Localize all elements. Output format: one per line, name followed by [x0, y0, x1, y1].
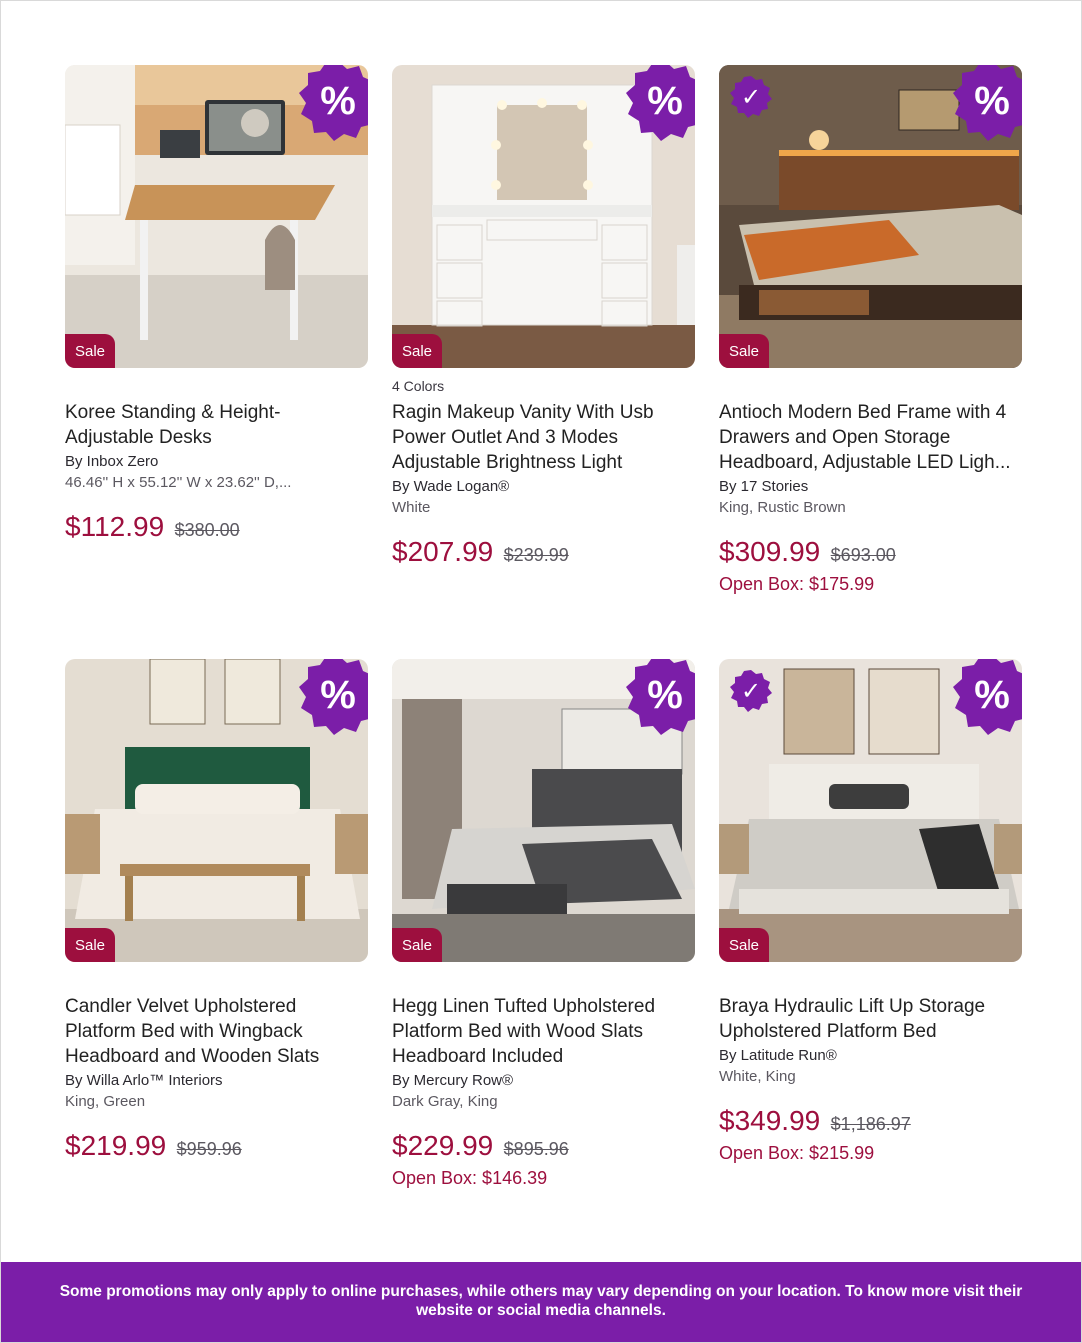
percent-icon: % — [974, 78, 1010, 123]
price-row — [392, 1130, 695, 1162]
sale-price: $219.99 — [65, 1130, 167, 1161]
original-price: $1,186.97 — [830, 1114, 911, 1134]
percent-icon: % — [320, 78, 356, 123]
product-variant: King, Green — [65, 1093, 146, 1110]
open-box-price[interactable]: Open Box: $175.99 — [719, 574, 875, 594]
product-card-vanity[interactable] — [392, 65, 695, 568]
promo-percent-badge[interactable] — [623, 659, 695, 737]
sale-price: $309.99 — [719, 536, 821, 567]
sale-price: $207.99 — [392, 536, 494, 567]
percent-icon: % — [647, 672, 683, 717]
sale-badge: Sale — [392, 334, 442, 368]
product-image[interactable] — [65, 659, 368, 962]
promo-percent-badge[interactable] — [950, 65, 1022, 143]
promo-percent-badge[interactable] — [296, 65, 368, 143]
sale-badge: Sale — [65, 928, 115, 962]
price-row — [65, 1130, 368, 1162]
sale-price: $349.99 — [719, 1105, 821, 1136]
open-box-price[interactable]: Open Box: $146.39 — [392, 1168, 548, 1188]
product-variant: 46.46'' H x 55.12'' W x 23.62'' D,... — [65, 474, 292, 491]
price-row — [65, 511, 368, 543]
promo-percent-badge[interactable] — [296, 659, 368, 737]
product-image[interactable] — [719, 65, 1022, 368]
product-variant: White, King — [719, 1068, 796, 1085]
percent-icon: % — [647, 78, 683, 123]
original-price: $895.96 — [503, 1139, 569, 1159]
original-price: $380.00 — [174, 520, 240, 540]
product-card-candler-bed[interactable] — [65, 659, 368, 1162]
product-variant: Dark Gray, King — [392, 1093, 498, 1110]
product-variant: White — [392, 499, 431, 516]
promo-percent-badge[interactable] — [950, 659, 1022, 737]
product-title[interactable]: Braya Hydraulic Lift Up Storage Upholstered Platform Bed — [719, 996, 986, 1042]
open-box-price[interactable]: Open Box: $215.99 — [719, 1143, 875, 1163]
product-brand[interactable]: By Mercury Row® — [392, 1072, 514, 1089]
product-title[interactable]: Antioch Modern Bed Frame with 4 Drawers and Open Storage Headboard, Adjustable LED Ligh... — [719, 402, 1011, 473]
color-count[interactable]: 4 Colors — [392, 378, 445, 394]
promo-disclaimer-banner: Some promotions may only apply to online purchases, while others may vary depending on your location. To know more visit their website or social media channels. — [1, 1262, 1081, 1342]
color-count — [65, 972, 368, 992]
product-card-braya-bed[interactable] — [719, 659, 1022, 1164]
sale-price: $229.99 — [392, 1130, 494, 1161]
color-count — [719, 972, 1022, 992]
product-brand[interactable]: By Latitude Run® — [719, 1047, 837, 1064]
product-card-antioch-bed[interactable] — [719, 65, 1022, 595]
sale-badge: Sale — [392, 928, 442, 962]
sale-price: $112.99 — [65, 511, 165, 542]
product-title[interactable]: Ragin Makeup Vanity With Usb Power Outlet And 3 Modes Adjustable Brightness Light — [392, 402, 654, 473]
product-card-hegg-bed[interactable] — [392, 659, 695, 1189]
percent-icon: % — [320, 672, 356, 717]
original-price: $693.00 — [830, 545, 896, 565]
check-icon: ✓ — [740, 83, 762, 111]
color-count — [392, 972, 695, 992]
color-count — [65, 378, 368, 398]
product-title[interactable]: Hegg Linen Tufted Upholstered Platform Bed with Wood Slats Headboard Included — [392, 996, 656, 1067]
product-card-desk[interactable] — [65, 65, 368, 543]
product-brand[interactable]: By Inbox Zero — [65, 453, 159, 470]
price-row — [719, 536, 1022, 568]
verified-badge — [729, 669, 773, 713]
check-icon: ✓ — [740, 677, 762, 705]
product-brand[interactable]: By Wade Logan® — [392, 478, 510, 495]
original-price: $239.99 — [503, 545, 569, 565]
price-row — [392, 536, 695, 568]
price-row — [719, 1105, 1022, 1137]
product-variant: King, Rustic Brown — [719, 499, 846, 516]
product-title[interactable]: Koree Standing & Height-Adjustable Desks — [65, 402, 281, 448]
color-count — [719, 378, 1022, 398]
product-brand[interactable]: By Willa Arlo™ Interiors — [65, 1072, 223, 1089]
product-image[interactable] — [392, 659, 695, 962]
product-image[interactable] — [65, 65, 368, 368]
sale-badge: Sale — [65, 334, 115, 368]
product-image[interactable] — [719, 659, 1022, 962]
product-title[interactable]: Candler Velvet Upholstered Platform Bed with Wingback Headboard and Wooden Slats — [65, 996, 320, 1067]
product-image[interactable] — [392, 65, 695, 368]
percent-icon: % — [974, 672, 1010, 717]
verified-badge — [729, 75, 773, 119]
original-price: $959.96 — [176, 1139, 242, 1159]
sale-badge: Sale — [719, 928, 769, 962]
product-brand[interactable]: By 17 Stories — [719, 478, 809, 495]
promo-percent-badge[interactable] — [623, 65, 695, 143]
sale-badge: Sale — [719, 334, 769, 368]
